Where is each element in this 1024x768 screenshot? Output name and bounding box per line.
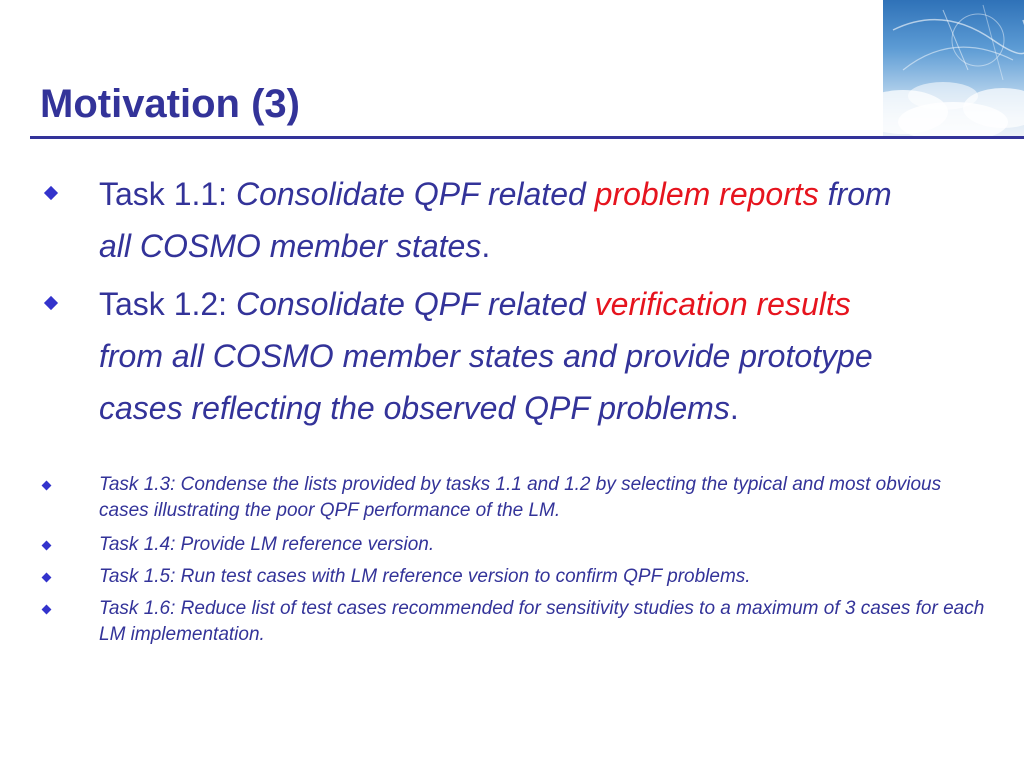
bullet-italic-text: Consolidate QPF related xyxy=(235,176,595,212)
bullet-italic-text: from all COSMO member states and provide prototype cases reflecting the observed QPF problems xyxy=(99,338,873,426)
diamond-bullet-icon xyxy=(42,573,52,583)
sky-clouds-icon xyxy=(883,0,1024,137)
diamond-bullet-icon xyxy=(44,296,58,310)
bullet-lead: Task 1.1: xyxy=(99,176,236,212)
bullet-end-punctuation: . xyxy=(729,390,739,426)
bullet-highlight-text: verification results xyxy=(594,286,851,322)
bullet-end-punctuation: . xyxy=(481,228,491,264)
diamond-bullet-icon xyxy=(42,481,52,491)
bullet-highlight-text: problem reports xyxy=(594,176,819,212)
bullet-italic-text: from all COSMO member states xyxy=(99,176,892,264)
bullet-text xyxy=(99,168,919,272)
bullet-lead: Task 1.2: xyxy=(99,286,236,322)
title-underline xyxy=(30,136,1024,139)
bullet-italic-text: Consolidate QPF related xyxy=(235,286,595,322)
bullet-text xyxy=(99,278,919,434)
slide-title: Motivation (3) xyxy=(40,82,300,126)
sub-bullet-text: Task 1.4: Provide LM reference version. xyxy=(99,534,435,555)
sub-bullet-text: Task 1.3: Condense the lists provided by tasks 1.1 and 1.2 by selecting the typical and most obvious cases illustrating the poor QPF performance of the LM. xyxy=(99,474,942,521)
diamond-bullet-icon xyxy=(42,605,52,615)
diamond-bullet-icon xyxy=(44,186,58,200)
sub-bullet-text: Task 1.6: Reduce list of test cases recommended for sensitivity studies to a maximum of 3 cases for each LM implementation. xyxy=(99,598,985,645)
corner-sky-image xyxy=(883,0,1024,137)
diamond-bullet-icon xyxy=(42,541,52,551)
sub-bullet-text: Task 1.5: Run test cases with LM reference version to confirm QPF problems. xyxy=(99,566,751,587)
